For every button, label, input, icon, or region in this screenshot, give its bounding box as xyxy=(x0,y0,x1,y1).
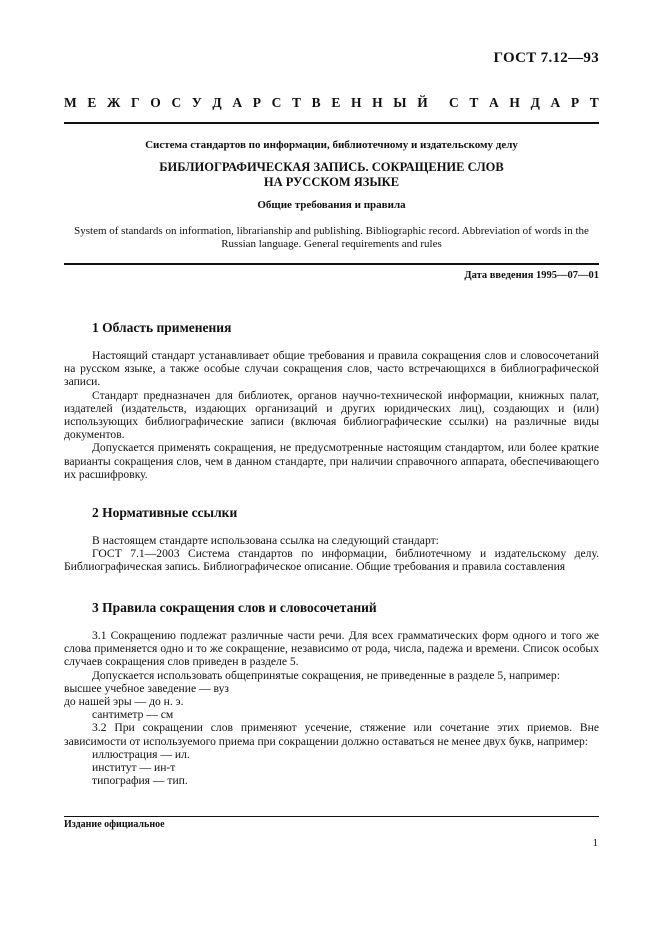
letter: Ж xyxy=(107,95,121,110)
letter: Д xyxy=(530,95,540,110)
letter: Т xyxy=(589,95,599,110)
letter: Н xyxy=(372,95,383,110)
paragraph: 3.1 Сокращению подлежат различные части речи. Для всех грамматических форм одного и того же слова применяется одно и то же сокращение, независимо от рода, числа, падежа и времени. Список особых случаев сокращения слов приведен в разделе 5. xyxy=(64,629,599,669)
standard-type-heading xyxy=(64,95,599,111)
example-item: высшее учебное заведение — вуз xyxy=(64,681,229,695)
letter: С xyxy=(171,95,182,110)
letter: Т xyxy=(469,95,479,110)
paragraph: В настоящем стандарте использована ссылка на следующий стандарт: xyxy=(92,534,439,547)
letter: У xyxy=(191,95,202,110)
letter: Е xyxy=(331,95,341,110)
letter: О xyxy=(150,95,161,110)
example-item: иллюстрация — ил. xyxy=(92,747,190,761)
letter: Ы xyxy=(393,95,407,110)
letter: Р xyxy=(570,95,580,110)
english-title xyxy=(64,225,599,251)
title-line: БИБЛИОГРАФИЧЕСКАЯ ЗАПИСЬ. СОКРАЩЕНИЕ СЛОВ xyxy=(159,160,504,174)
letter: Н xyxy=(350,95,362,110)
letter: Г xyxy=(131,95,140,110)
document-number: ГОСТ 7.12—93 xyxy=(493,50,599,66)
example-item: институт — ин-т xyxy=(92,761,176,775)
example-item: сантиметр — см xyxy=(92,708,174,722)
letter: Р xyxy=(252,95,261,110)
example-item: типография — тип. xyxy=(92,774,188,788)
section-heading: 1 Область применения xyxy=(92,320,232,335)
title-line: НА РУССКОМ ЯЗЫКЕ xyxy=(263,175,400,189)
english-title-line: System of standards on information, librarianship and publishing. Bibliographic record. Abbreviation of words in the xyxy=(74,225,589,237)
letter: Й xyxy=(417,95,428,110)
letter: М xyxy=(64,95,77,110)
letter: С xyxy=(448,95,459,110)
letter: А xyxy=(550,95,561,110)
top-divider xyxy=(64,122,599,124)
standards-series: Система стандартов по информации, библиотечному и издательскому делу xyxy=(145,139,518,151)
letter: А xyxy=(489,95,499,110)
paragraph: Допускается использовать общепринятые сокращения, не приведенные в разделе 5, например: xyxy=(92,668,560,682)
letter: Е xyxy=(87,95,97,110)
paragraph: Настоящий стандарт устанавливает общие требования и правила сокращения слов и словосочетаний на русском языке, а также особые случаи сокращения слов, часто встречающихся в библиографической записи. xyxy=(64,349,599,389)
letter: Д xyxy=(212,95,222,110)
title-divider xyxy=(64,263,599,265)
paragraph: ГОСТ 7.1—2003 Система стандартов по информации, библиотечному и издательскому делу. Библиографическая запись. Библиографическое описание. Общие требования и правила составления xyxy=(64,547,599,574)
letter: А xyxy=(232,95,243,110)
footer-divider xyxy=(64,816,599,817)
letter: Т xyxy=(292,95,302,110)
paragraph: Стандарт предназначен для библиотек, органов научно-технической информации, книжных палат, издателей (издательств, издающих организаций и других юридических лиц), создающих и (или) использующих библиографические записи (включая библиографические ссылки) на различные виды документов. xyxy=(64,388,599,442)
letter: В xyxy=(311,95,321,110)
document-subtitle: Общие требования и правила xyxy=(257,199,406,211)
paragraph: 3.2 При сокращении слов применяют усечение, стяжение или сочетание этих приемов. Вне зависимости от используемого приема при сокращении должно оставаться не менее двух букв, например: xyxy=(64,721,599,748)
example-item: до нашей эры — до н. э. xyxy=(64,695,184,709)
section-scope xyxy=(64,320,599,481)
letter: Н xyxy=(509,95,520,110)
section-normative-references xyxy=(64,505,599,574)
page-number: 1 xyxy=(592,837,598,849)
letter: С xyxy=(271,95,282,110)
english-title-line: Russian language. General requirements and rules xyxy=(221,238,442,250)
document-title xyxy=(64,160,599,190)
official-edition-label: Издание официальное xyxy=(64,819,165,830)
section-abbreviation-rules xyxy=(64,600,599,787)
introduction-date: Дата введения 1995—07—01 xyxy=(464,270,599,281)
section-heading: 3 Правила сокращения слов и словосочетаний xyxy=(92,600,377,615)
paragraph: Допускается применять сокращения, не предусмотренные настоящим стандартом, или более краткие варианты сокращения слов, чем в данном стандарте, при наличии справочного аппарата, обеспечивающего их расшифровку. xyxy=(64,441,599,481)
section-heading: 2 Нормативные ссылки xyxy=(92,505,238,520)
